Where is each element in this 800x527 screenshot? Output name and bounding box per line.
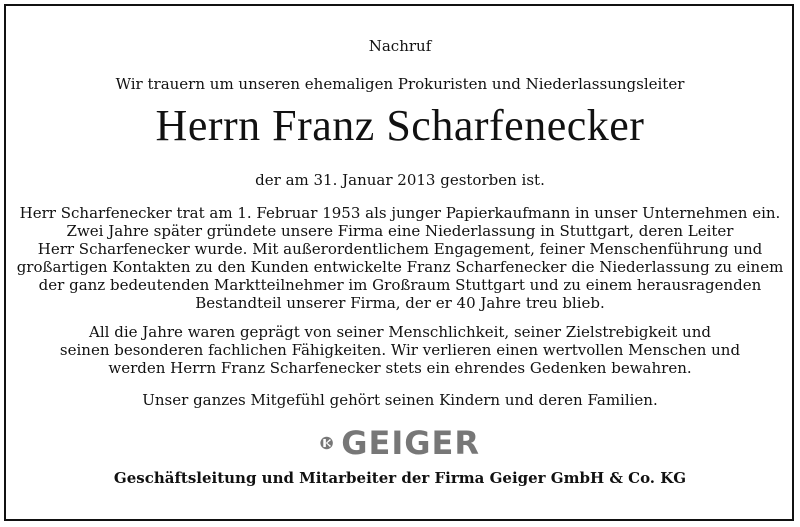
paragraph2-line: All die Jahre waren geprägt von seiner Menschlichkeit, seiner Zielstrebigkeit und: [89, 323, 711, 341]
paragraph1-line: Herr Scharfenecker wurde. Mit außerordentlichem Engagement, feiner Menschenführung und: [37, 240, 763, 258]
paragraph1-line: der ganz bedeutenden Marktteilnehmer im Großraum Stuttgart und zu einem herausragenden: [38, 276, 762, 294]
logo-text: GEIGER: [341, 424, 480, 462]
death-date-line: der am 31. Januar 2013 gestorben ist.: [255, 171, 545, 189]
paragraph1-line: Herr Scharfenecker trat am 1. Februar 1953 als junger Papierkaufmann in unser Unternehmen ein.: [19, 204, 781, 222]
paragraph2-line: seinen besonderen fachlichen Fähigkeiten. Wir verlieren einen wertvollen Menschen und: [59, 341, 741, 359]
geiger-logo: [320, 424, 480, 462]
paragraph1-line: Zwei Jahre später gründete unsere Firma eine Niederlassung in Stuttgart, deren Leiter: [66, 222, 734, 240]
paragraph1-line: großartigen Kontakten zu den Kunden entwickelte Franz Scharfenecker die Niederlassung zu einem: [16, 258, 784, 276]
intro-line: Wir trauern um unseren ehemaligen Prokuristen und Niederlassungsleiter: [115, 75, 685, 93]
paragraph2-line: werden Herrn Franz Scharfenecker stets ein ehrendes Gedenken bewahren.: [108, 359, 692, 377]
condolence-line: Unser ganzes Mitgefühl gehört seinen Kindern und deren Familien.: [142, 391, 658, 409]
geiger-logo-icon: [320, 425, 333, 461]
signature-footer: Geschäftsleitung und Mitarbeiter der Firma Geiger GmbH & Co. KG: [113, 469, 687, 487]
paragraph1-line: Bestandteil unserer Firma, der er 40 Jahre treu blieb.: [195, 294, 605, 312]
heading: Nachruf: [368, 37, 432, 55]
deceased-name: Herrn Franz Scharfenecker: [155, 101, 645, 150]
